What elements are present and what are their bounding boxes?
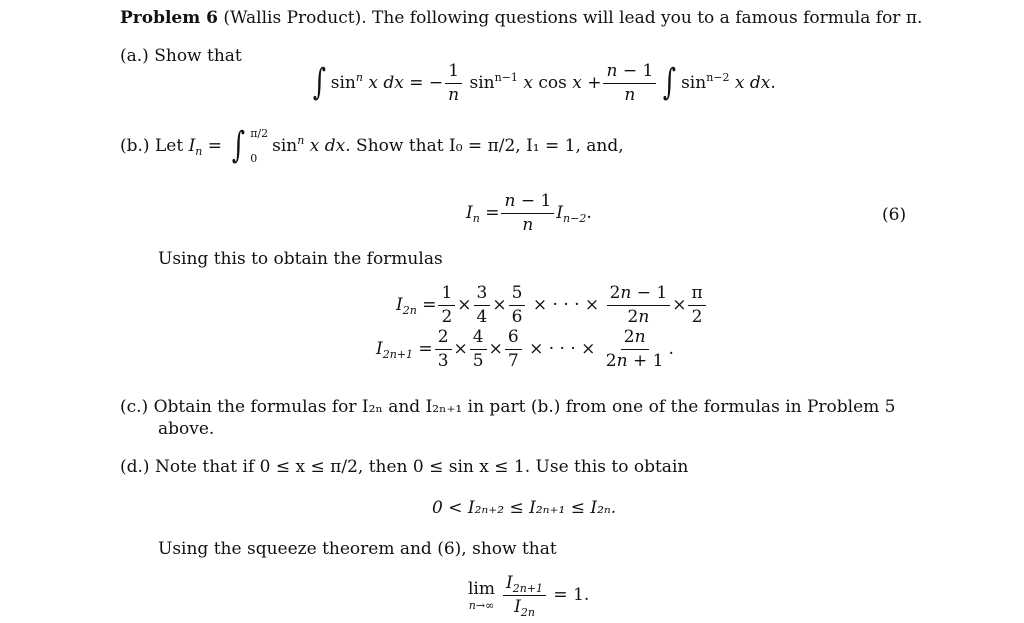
problem-number: Problem 6 [120,8,218,28]
limit-equation: lim n→∞ $\frac{I_{2n+1}}{I_{2n}}$ = 1. [468,573,590,619]
part-c-line2: above. [158,419,215,439]
part-b-lead: Let [154,136,184,156]
part-d-text: Note that if 0 ≤ x ≤ π/2, then 0 ≤ sin x ≤ 1. Use this to obtain [154,457,689,477]
formula-odd: $I_{2n+1}$ = $\frac{2}{3}$ × $\frac{4}{5}$ × $\frac{6}{7}$ × · · · × $\frac{2n}{2n + 1}$ . [376,327,674,371]
problem-subtitle: (Wallis Product). [223,8,367,28]
squeeze-text: Using the squeeze theorem and (6), show that [158,539,557,559]
problem-title [120,8,922,28]
part-b-label: (b.) [120,136,150,156]
using-text: Using this to obtain the formulas [158,249,443,269]
recurrence-equation: $I_n$ = $\frac{n - 1}{n}$ $I_{n-2}$ . [466,191,592,235]
part-a-text: Show that [154,46,242,66]
part-b-intro: (b.) Let $I_n$ = ∫ π/2 0 $\sin^n x$ dx. Show that I₀ = π/2, I₁ = 1, and, [120,125,624,166]
problem-intro: The following questions will lead you to a famous formula for π. [372,8,923,28]
formula-even: $I_{2n}$ = $\frac{1}{2}$ × $\frac{3}{4}$ × $\frac{5}{6}$ × · · · × $\frac{2n - 1}{2n}$ × $\frac{\pi}{2}$ [396,284,708,326]
part-c-label: (c.) [120,397,149,417]
part-a-intro [120,46,242,66]
part-d-intro [120,457,688,477]
equation-a: ∫ $\sin^n x$ dx = − $\frac{1}{n}$ $\sin^{n-1} x$ cos x + $\frac{n - 1}{n}$ ∫ $\sin^{n-2} x$ dx. [312,61,776,105]
equation-number: (6) [882,205,907,225]
part-a-label: (a.) [120,46,149,66]
inequality: 0 < I₂ₙ₊₂ ≤ I₂ₙ₊₁ ≤ I₂ₙ. [432,498,617,518]
part-d-label: (d.) [120,457,150,477]
part-c-line1 [120,397,896,417]
part-c-text: Obtain the formulas for I₂ₙ and I₂ₙ₊₁ in part (b.) from one of the formulas in Problem 5 [153,397,896,417]
part-b-text: Show that I₀ = π/2, I₁ = 1, and, [356,136,624,156]
